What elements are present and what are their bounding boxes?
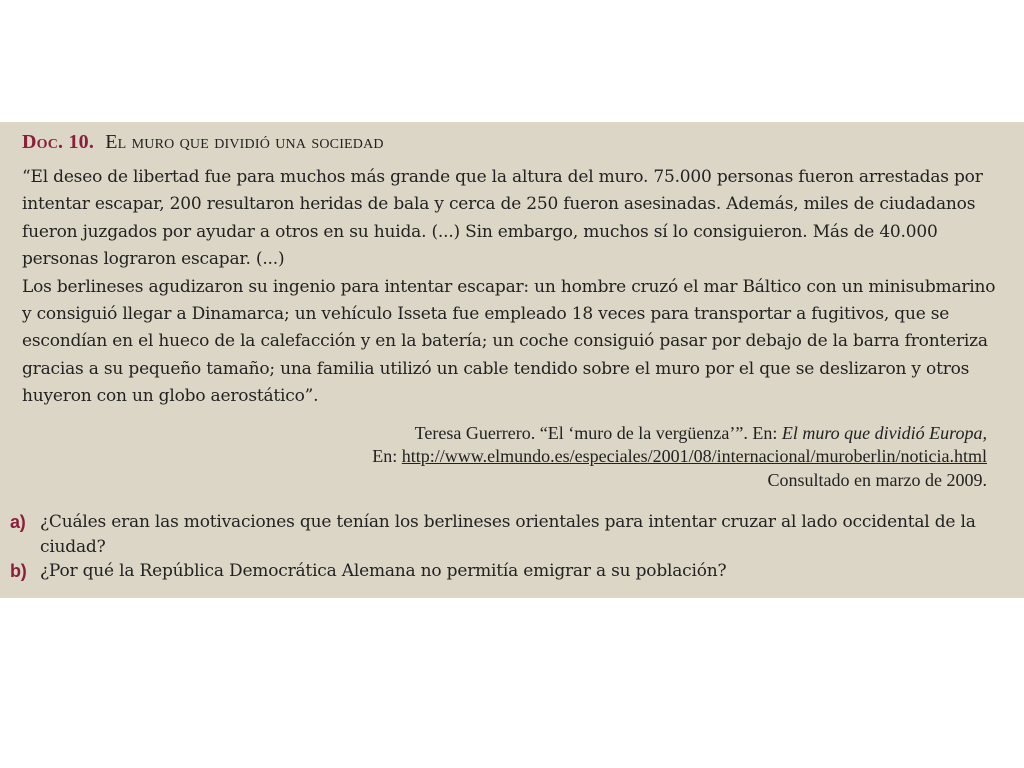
question-letter: b)	[10, 561, 27, 582]
citation-book-title: El muro que dividió Europa,	[781, 422, 987, 443]
question-text: ¿Cuáles eran las motivaciones que tenían los berlineses orientales para intentar cruzar al lado occidental de la ciudad?	[40, 512, 976, 557]
citation-line-2	[22, 445, 987, 469]
question-a	[10, 510, 1002, 559]
citation-author: Teresa Guerrero. “El ‘muro de la vergüenza’”. En:	[414, 422, 778, 443]
quote-paragraph-2: Los berlineses agudizaron su ingenio para intentar escapar: un hombre cruzó el mar Báltico con un minisubmarino y consiguió llegar a Dinamarca; un vehículo Isseta fue empleado 18 veces para transportar a fugitivos, que se escondían en el hueco de la calefacción y en la batería; un coche consiguió pasar por debajo de la barra fronteriza gracias a su pequeño tamaño; una familia utilizó un cable tendido sobre el muro por el que se deslizaron y otros huyeron con un globo aerostático”.	[22, 276, 996, 407]
questions-list	[10, 510, 1002, 584]
document-title: El muro que dividió una sociedad	[105, 131, 384, 153]
question-letter: a)	[10, 512, 26, 533]
citation	[22, 422, 1002, 493]
citation-line-1	[22, 422, 987, 446]
citation-en-label: En:	[372, 446, 398, 467]
question-b	[10, 559, 1002, 584]
document-box	[0, 122, 1024, 598]
document-number: Doc. 10.	[22, 131, 95, 153]
question-text: ¿Por qué la República Democrática Alemana no permitía emigrar a su población?	[40, 561, 727, 582]
citation-url-link[interactable]: http://www.elmundo.es/especiales/2001/08/internacional/muroberlin/noticia.html	[401, 446, 987, 467]
citation-consulted: Consultado en marzo de 2009.	[767, 469, 987, 490]
quote-block	[22, 164, 1002, 411]
document-heading	[22, 130, 1002, 154]
quote-paragraph-1: “El deseo de libertad fue para muchos más grande que la altura del muro. 75.000 personas fueron arrestadas por intentar escapar, 200 resultaron heridas de bala y cerca de 250 fueron asesinadas. Además, miles de ciudadanos fueron juzgados por ayudar a otros en su huida. (...) Sin embargo, muchos sí lo consiguieron. Más de 40.000 personas lograron escapar. (...)	[22, 167, 983, 270]
